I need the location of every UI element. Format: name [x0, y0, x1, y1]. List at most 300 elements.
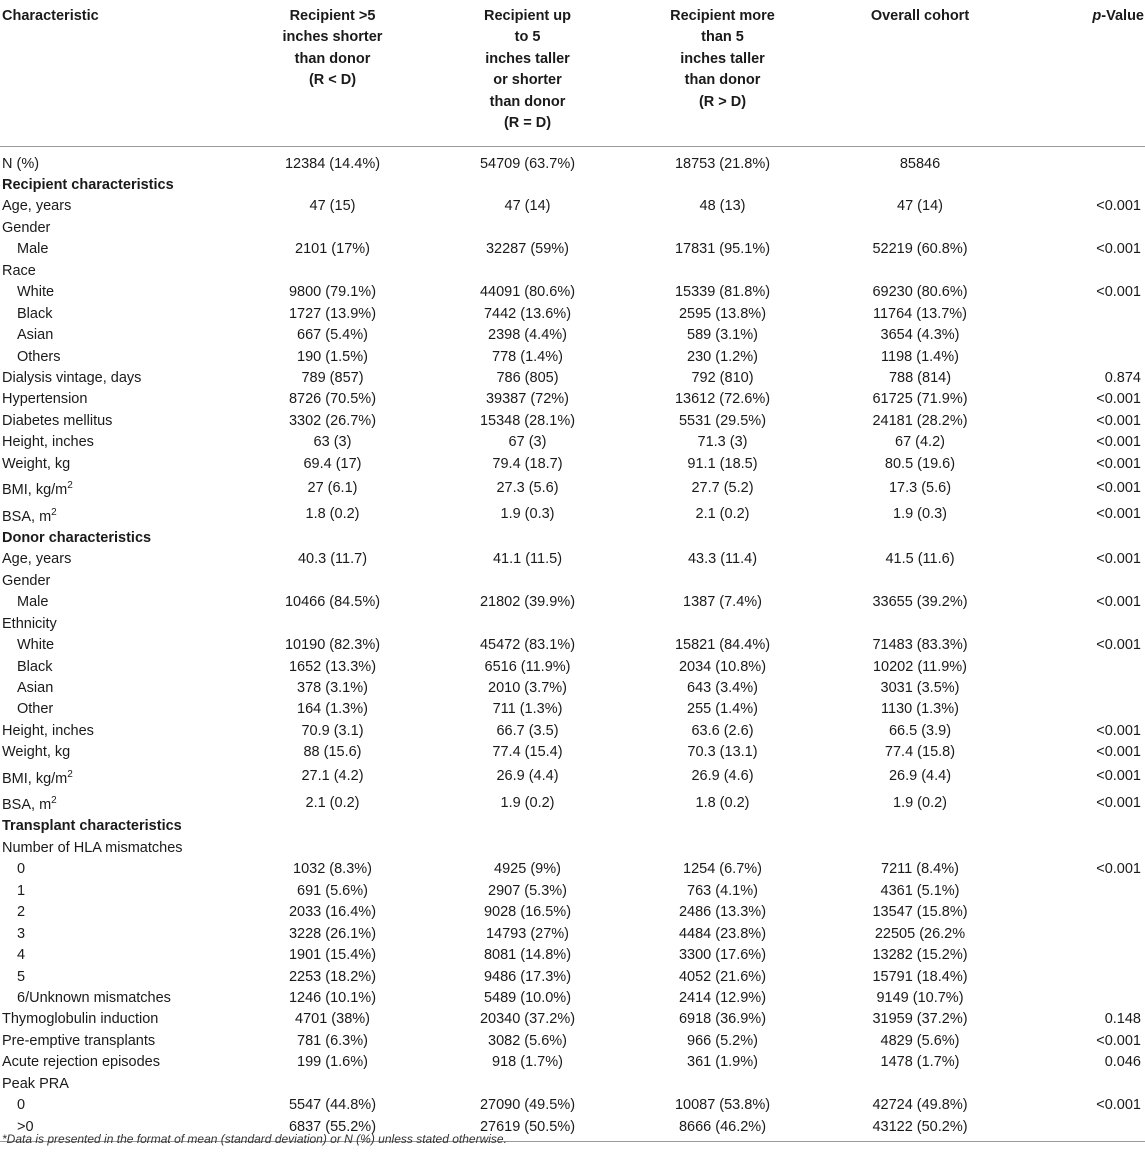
cell-recipient-shorter: 40.3 (11.7): [297, 551, 368, 568]
cell-recipient-shorter: 164 (1.3%): [297, 701, 368, 718]
cell-p-value: 0.046: [1104, 1054, 1141, 1071]
cell-recipient-shorter: [250, 261, 415, 282]
row-label-text: White: [17, 284, 55, 301]
cell-recipient-taller: 71.3 (3): [697, 434, 748, 451]
table-row: [0, 549, 1145, 570]
cell-p-value: <0.001: [1096, 637, 1141, 654]
cell-p-value: <0.001: [1096, 412, 1141, 429]
cell-p-value: [1035, 657, 1145, 678]
cell-recipient-shorter: 69.4 (17): [303, 455, 362, 472]
row-label: [0, 945, 250, 966]
table-row: [0, 764, 1145, 790]
row-label-text: Others: [17, 348, 61, 365]
cell-recipient-equal: 9028 (16.5%): [483, 904, 572, 921]
table-row: [0, 790, 1145, 816]
cell-recipient-taller: 2595 (13.8%): [678, 305, 767, 322]
row-label-text: Pre-emptive transplants: [2, 1032, 156, 1049]
cell-overall-cohort: 22505 (26.2%: [874, 925, 966, 942]
table-row: [0, 239, 1145, 260]
row-label-text: Height, inches: [2, 722, 94, 739]
cell-recipient-equal: 79.4 (18.7): [492, 455, 563, 472]
cell-recipient-shorter: [250, 218, 415, 239]
section-heading-row: [0, 175, 1145, 196]
cell-overall-cohort: [805, 261, 1035, 282]
cell-recipient-shorter: 5547 (44.8%): [288, 1097, 377, 1114]
row-label: [0, 742, 250, 763]
cell-recipient-equal: 5489 (10.0%): [483, 990, 572, 1007]
row-label: [0, 924, 250, 945]
header-line: or shorter: [493, 72, 562, 89]
cell-overall-cohort: 67 (4.2): [895, 434, 945, 451]
cell-recipient-equal: 44091 (80.6%): [479, 284, 576, 301]
row-label-text: BSA, m: [2, 508, 52, 525]
row-label: [0, 881, 250, 902]
cell-recipient-equal: 2010 (3.7%): [488, 680, 567, 697]
cell-recipient-equal: 67 (3): [508, 434, 547, 451]
cell-recipient-equal: 1.9 (0.2): [500, 794, 555, 811]
cell-p-value: <0.001: [1096, 1032, 1141, 1049]
cell-p-value: <0.001: [1096, 284, 1141, 301]
cell-recipient-shorter: [250, 614, 415, 635]
cell-recipient-equal: 1.9 (0.3): [500, 505, 555, 522]
cell-overall-cohort: [805, 218, 1035, 239]
cell-p-value: <0.001: [1096, 455, 1141, 472]
cell-recipient-taller: 26.9 (4.6): [691, 768, 754, 785]
row-label-text: BSA, m: [2, 796, 52, 813]
cell-recipient-taller: 2034 (10.8%): [678, 658, 767, 675]
row-label-text: Age, years: [2, 198, 72, 215]
cell-p-value: [1035, 902, 1145, 923]
cell-recipient-taller: 792 (810): [691, 370, 754, 387]
cell-recipient-equal: 32287 (59%): [485, 241, 570, 258]
row-label-text: 5: [17, 968, 26, 985]
cell-p-value: [1035, 881, 1145, 902]
cell-recipient-equal: [415, 571, 640, 592]
cell-overall-cohort: 15791 (18.4%): [872, 968, 968, 985]
cell-p-value: [1035, 678, 1145, 699]
cell-overall-cohort: [805, 838, 1035, 859]
cell-recipient-taller: 230 (1.2%): [687, 348, 758, 365]
cell-recipient-equal: 20340 (37.2%): [479, 1011, 576, 1028]
section-heading: Donor characteristics: [2, 529, 152, 546]
cell-recipient-equal: [415, 218, 640, 239]
header-line: inches taller: [485, 50, 570, 67]
cell-overall-cohort: 71483 (83.3%): [872, 637, 968, 654]
row-label-text: Weight, kg: [2, 455, 71, 472]
row-label-text: N (%): [2, 155, 40, 172]
cell-overall-cohort: 43122 (50.2%): [872, 1118, 968, 1135]
row-label: [0, 571, 250, 592]
row-label-text: Thymoglobulin induction: [2, 1011, 159, 1028]
cell-recipient-equal: [415, 1074, 640, 1095]
cell-recipient-equal: 786 (805): [496, 370, 559, 387]
table-row: [0, 881, 1145, 902]
cell-overall-cohort: 77.4 (15.8): [884, 744, 956, 761]
table-row: [0, 432, 1145, 453]
table-row: [0, 454, 1145, 475]
table-row: [0, 1009, 1145, 1030]
cell-p-value: <0.001: [1096, 198, 1141, 215]
table-row: [0, 721, 1145, 742]
cell-recipient-shorter: 1032 (8.3%): [293, 861, 372, 878]
cell-recipient-taller: 966 (5.2%): [687, 1032, 758, 1049]
cell-overall-cohort: 47 (14): [897, 198, 943, 215]
header-line: (R < D): [308, 72, 357, 89]
row-label-text: Hypertension: [2, 391, 88, 408]
row-label: [0, 988, 250, 1009]
cell-recipient-taller: [640, 261, 805, 282]
cell-p-value: [1035, 924, 1145, 945]
table-row: [0, 1095, 1145, 1116]
cell-overall-cohort: 1.9 (0.2): [893, 794, 947, 811]
cell-overall-cohort: 41.5 (11.6): [885, 551, 955, 568]
row-label: [0, 325, 250, 346]
cell-recipient-equal: 66.7 (3.5): [496, 722, 559, 739]
cell-p-value: <0.001: [1096, 241, 1141, 258]
cell-p-value: <0.001: [1096, 744, 1141, 761]
header-recipient-taller: [640, 0, 805, 146]
section-heading: Recipient characteristics: [2, 176, 174, 193]
table-row: [0, 924, 1145, 945]
row-label: [0, 196, 250, 217]
cell-p-value: [1035, 325, 1145, 346]
row-label-text: Gender: [2, 572, 51, 589]
row-label-text: 1: [17, 882, 26, 899]
row-label-text: Black: [17, 658, 53, 675]
row-label: [0, 859, 250, 880]
cell-p-value: [1035, 1074, 1145, 1095]
cell-overall-cohort: 11764 (13.7%): [872, 305, 968, 322]
cell-recipient-taller: 70.3 (13.1): [687, 744, 758, 761]
header-overall-cohort: Overall cohort: [870, 8, 970, 24]
cell-recipient-shorter: 378 (3.1%): [297, 680, 368, 697]
row-label-text: BMI, kg/m: [2, 770, 68, 787]
header-line: inches taller: [680, 50, 765, 67]
row-label: [0, 764, 250, 790]
row-label-text: 0: [17, 1097, 26, 1114]
table-row: [0, 838, 1145, 859]
table-row: [0, 411, 1145, 432]
cell-p-value: [1035, 304, 1145, 325]
cell-recipient-shorter: 4701 (38%): [295, 1011, 370, 1028]
table-row: [0, 389, 1145, 410]
cell-recipient-equal: 8081 (14.8%): [483, 947, 572, 964]
row-label-text: Dialysis vintage, days: [2, 370, 142, 387]
cell-overall-cohort: 1.9 (0.3): [893, 505, 947, 522]
row-label: [0, 838, 250, 859]
row-label: [0, 1074, 250, 1095]
row-label: [0, 282, 250, 303]
table-row: [0, 1074, 1145, 1095]
cell-recipient-shorter: 1.8 (0.2): [305, 505, 360, 522]
table-row: [0, 261, 1145, 282]
cell-recipient-taller: 91.1 (18.5): [687, 455, 758, 472]
table-row: [0, 967, 1145, 988]
row-label: [0, 1095, 250, 1116]
cell-recipient-equal: 15348 (28.1%): [479, 412, 576, 429]
section-heading: Transplant characteristics: [2, 818, 182, 835]
cell-overall-cohort: 26.9 (4.4): [888, 768, 952, 785]
row-label: [0, 304, 250, 325]
cell-recipient-taller: [640, 614, 805, 635]
cell-recipient-taller: 15339 (81.8%): [674, 284, 771, 301]
cell-overall-cohort: 4361 (5.1%): [880, 882, 960, 899]
cell-overall-cohort: 1198 (1.4%): [881, 348, 959, 365]
cell-recipient-taller: 361 (1.9%): [687, 1054, 758, 1071]
cell-recipient-taller: 2414 (12.9%): [678, 990, 767, 1007]
cell-recipient-shorter: 3228 (26.1%): [288, 925, 377, 942]
row-label: [0, 1031, 250, 1052]
header-line: Recipient >5: [289, 8, 376, 24]
cell-recipient-taller: 8666 (46.2%): [678, 1118, 767, 1135]
row-label: [0, 454, 250, 475]
cell-p-value: [1035, 571, 1145, 592]
cell-recipient-equal: 27619 (50.5%): [479, 1118, 576, 1135]
cell-recipient-taller: 5531 (29.5%): [678, 412, 767, 429]
cell-p-value: [1035, 347, 1145, 368]
cell-recipient-shorter: 2253 (18.2%): [288, 968, 377, 985]
row-label-text: Age, years: [2, 551, 72, 568]
cell-recipient-shorter: 2101 (17%): [295, 241, 370, 258]
table-row: [0, 282, 1145, 303]
row-label: [0, 549, 250, 570]
cell-recipient-shorter: 27 (6.1): [307, 479, 358, 496]
cell-recipient-shorter: 2033 (16.4%): [288, 904, 377, 921]
cell-recipient-shorter: 667 (5.4%): [297, 327, 368, 344]
table-row: [0, 678, 1145, 699]
cell-recipient-taller: 1.8 (0.2): [695, 794, 750, 811]
header-line: inches shorter: [282, 29, 383, 46]
row-label: [0, 475, 250, 501]
table-row: [0, 657, 1145, 678]
row-label-text: Peak PRA: [2, 1075, 69, 1092]
header-p-rest: -Value: [1101, 8, 1144, 24]
cell-recipient-shorter: 1901 (15.4%): [288, 947, 377, 964]
row-label: [0, 699, 250, 720]
row-label: [0, 389, 250, 410]
cell-recipient-taller: [640, 571, 805, 592]
cell-overall-cohort: 80.5 (19.6): [884, 455, 956, 472]
header-line: (R = D): [503, 115, 552, 132]
row-label: [0, 614, 250, 635]
cell-p-value: <0.001: [1096, 768, 1141, 785]
row-label: [0, 967, 250, 988]
table-row: [0, 196, 1145, 217]
cell-p-value: <0.001: [1096, 1097, 1141, 1114]
cell-recipient-equal: 26.9 (4.4): [496, 768, 559, 785]
row-label: [0, 368, 250, 389]
cell-recipient-taller: 2.1 (0.2): [695, 505, 750, 522]
cell-recipient-shorter: 10190 (82.3%): [284, 637, 381, 654]
table-row: [0, 614, 1145, 635]
header-row: [0, 0, 1145, 146]
cell-recipient-shorter: 691 (5.6%): [297, 882, 368, 899]
cell-recipient-equal: 54709 (63.7%): [479, 155, 576, 172]
cell-overall-cohort: 13547 (15.8%): [872, 904, 968, 921]
cell-overall-cohort: 52219 (60.8%): [872, 241, 968, 258]
row-label: [0, 411, 250, 432]
row-label: [0, 347, 250, 368]
cell-overall-cohort: 788 (814): [888, 370, 952, 387]
cell-p-value: <0.001: [1096, 722, 1141, 739]
superscript: 2: [67, 768, 73, 780]
cell-overall-cohort: [805, 614, 1035, 635]
cell-recipient-shorter: 47 (15): [309, 198, 356, 215]
cell-recipient-taller: 4052 (21.6%): [678, 968, 767, 985]
table-body: [0, 146, 1145, 1142]
cell-overall-cohort: 9149 (10.7%): [876, 990, 964, 1007]
row-label-text: 0: [17, 861, 26, 878]
cell-recipient-taller: [640, 1074, 805, 1095]
header-line: to 5: [514, 29, 541, 46]
cell-recipient-taller: 48 (13): [699, 198, 746, 215]
cell-recipient-shorter: 88 (15.6): [303, 744, 362, 761]
cell-recipient-equal: 27.3 (5.6): [496, 479, 559, 496]
table-footnote: *Data is presented in the format of mean (standard deviation) or N (%) unless stated otherwise.: [2, 1132, 507, 1146]
row-label-text: 3: [17, 925, 26, 942]
table-row: [0, 146, 1145, 175]
cell-recipient-taller: 4484 (23.8%): [678, 925, 767, 942]
table-row: [0, 742, 1145, 763]
table-row: [0, 368, 1145, 389]
cell-recipient-equal: 45472 (83.1%): [479, 637, 576, 654]
superscript: 2: [51, 506, 57, 518]
cell-recipient-taller: 13612 (72.6%): [674, 391, 771, 408]
cell-recipient-taller: 27.7 (5.2): [691, 479, 754, 496]
section-heading-row: [0, 528, 1145, 549]
cell-overall-cohort: 85846: [899, 155, 941, 172]
cell-recipient-shorter: 1246 (10.1%): [288, 990, 377, 1007]
cell-recipient-taller: [640, 218, 805, 239]
cell-recipient-equal: 27090 (49.5%): [479, 1097, 576, 1114]
header-line: than 5: [701, 29, 744, 46]
row-label-text: Male: [17, 594, 49, 611]
row-label-text: Ethnicity: [2, 615, 57, 632]
cell-recipient-shorter: 1652 (13.3%): [288, 658, 377, 675]
cell-recipient-taller: 1254 (6.7%): [683, 861, 762, 878]
table-row: [0, 635, 1145, 656]
cell-recipient-taller: 6918 (36.9%): [678, 1011, 767, 1028]
cell-recipient-equal: [415, 838, 640, 859]
cell-p-value: <0.001: [1096, 391, 1141, 408]
table-row: [0, 475, 1145, 501]
cell-recipient-shorter: 70.9 (3.1): [301, 722, 364, 739]
row-label-text: Diabetes mellitus: [2, 412, 113, 429]
row-label-text: Black: [17, 305, 53, 322]
header-p-italic: p: [1092, 8, 1102, 24]
cell-recipient-shorter: 63 (3): [313, 434, 352, 451]
cell-p-value: [1035, 614, 1145, 635]
row-label: [0, 657, 250, 678]
row-label-text: Asian: [17, 327, 54, 344]
cell-p-value: [1035, 146, 1145, 175]
cell-overall-cohort: 33655 (39.2%): [872, 594, 968, 611]
cell-recipient-equal: 21802 (39.9%): [479, 594, 576, 611]
cell-p-value: [1035, 1117, 1145, 1142]
cell-p-value: <0.001: [1096, 861, 1141, 878]
cell-overall-cohort: [805, 571, 1035, 592]
cell-recipient-equal: 39387 (72%): [485, 391, 570, 408]
cell-p-value: [1035, 988, 1145, 1009]
table-row: [0, 1031, 1145, 1052]
section-heading-row: [0, 816, 1145, 837]
table-row: [0, 945, 1145, 966]
cell-p-value: [1035, 967, 1145, 988]
cell-overall-cohort: 3654 (4.3%): [880, 327, 960, 344]
table-header: [0, 0, 1145, 146]
table-row: [0, 502, 1145, 528]
table-row: [0, 902, 1145, 923]
row-label: [0, 790, 250, 816]
row-label: [0, 261, 250, 282]
cell-p-value: <0.001: [1096, 551, 1141, 568]
cell-p-value: <0.001: [1096, 594, 1141, 611]
cell-recipient-equal: 4925 (9%): [494, 861, 561, 878]
cell-recipient-equal: 3082 (5.6%): [488, 1032, 567, 1049]
row-label: [0, 1009, 250, 1030]
row-label-text: >0: [17, 1118, 34, 1135]
header-line: Recipient up: [483, 8, 571, 24]
row-label: [0, 1052, 250, 1073]
cell-overall-cohort: [805, 1074, 1035, 1095]
cell-recipient-equal: 2907 (5.3%): [488, 882, 567, 899]
row-label-text: 6/Unknown mismatches: [17, 990, 171, 1007]
superscript: 2: [67, 480, 73, 492]
header-line: than donor: [684, 72, 761, 89]
row-label: [0, 432, 250, 453]
cell-recipient-taller: 2486 (13.3%): [678, 904, 767, 921]
cell-p-value: <0.001: [1096, 479, 1141, 496]
cell-recipient-shorter: 1727 (13.9%): [288, 305, 377, 322]
row-label-text: White: [17, 637, 55, 654]
row-label: [0, 721, 250, 742]
cell-recipient-shorter: 2.1 (0.2): [305, 794, 360, 811]
row-label: [0, 218, 250, 239]
cell-recipient-equal: 6516 (11.9%): [484, 658, 571, 675]
cell-overall-cohort: 42724 (49.8%): [872, 1097, 968, 1114]
row-label: [0, 146, 250, 175]
cell-recipient-taller: 10087 (53.8%): [674, 1097, 771, 1114]
table-row: [0, 859, 1145, 880]
cell-recipient-shorter: 781 (6.3%): [297, 1032, 368, 1049]
row-label: [0, 678, 250, 699]
table-row: [0, 218, 1145, 239]
cell-recipient-taller: 589 (3.1%): [687, 327, 758, 344]
cell-recipient-shorter: [250, 571, 415, 592]
table-row: [0, 699, 1145, 720]
cell-recipient-taller: 255 (1.4%): [687, 701, 758, 718]
cell-recipient-equal: 47 (14): [504, 198, 551, 215]
cell-overall-cohort: 4829 (5.6%): [880, 1032, 960, 1049]
cell-recipient-equal: 7442 (13.6%): [483, 305, 572, 322]
table-row: [0, 325, 1145, 346]
row-label-text: Number of HLA mismatches: [2, 839, 183, 856]
cell-overall-cohort: 31959 (37.2%): [872, 1011, 968, 1028]
cell-p-value: 0.874: [1104, 370, 1141, 387]
row-label: [0, 592, 250, 613]
cell-overall-cohort: 1478 (1.7%): [880, 1054, 960, 1071]
cell-recipient-taller: 17831 (95.1%): [674, 241, 771, 258]
cell-recipient-equal: 711 (1.3%): [492, 701, 563, 718]
row-label-text: Height, inches: [2, 434, 94, 451]
cell-recipient-equal: 918 (1.7%): [492, 1054, 563, 1071]
cell-recipient-equal: [415, 261, 640, 282]
table-row: [0, 571, 1145, 592]
cell-overall-cohort: 10202 (11.9%): [872, 658, 968, 675]
cell-overall-cohort: 7211 (8.4%): [881, 861, 959, 878]
cell-recipient-shorter: 3302 (26.7%): [288, 412, 377, 429]
superscript: 2: [51, 795, 57, 807]
